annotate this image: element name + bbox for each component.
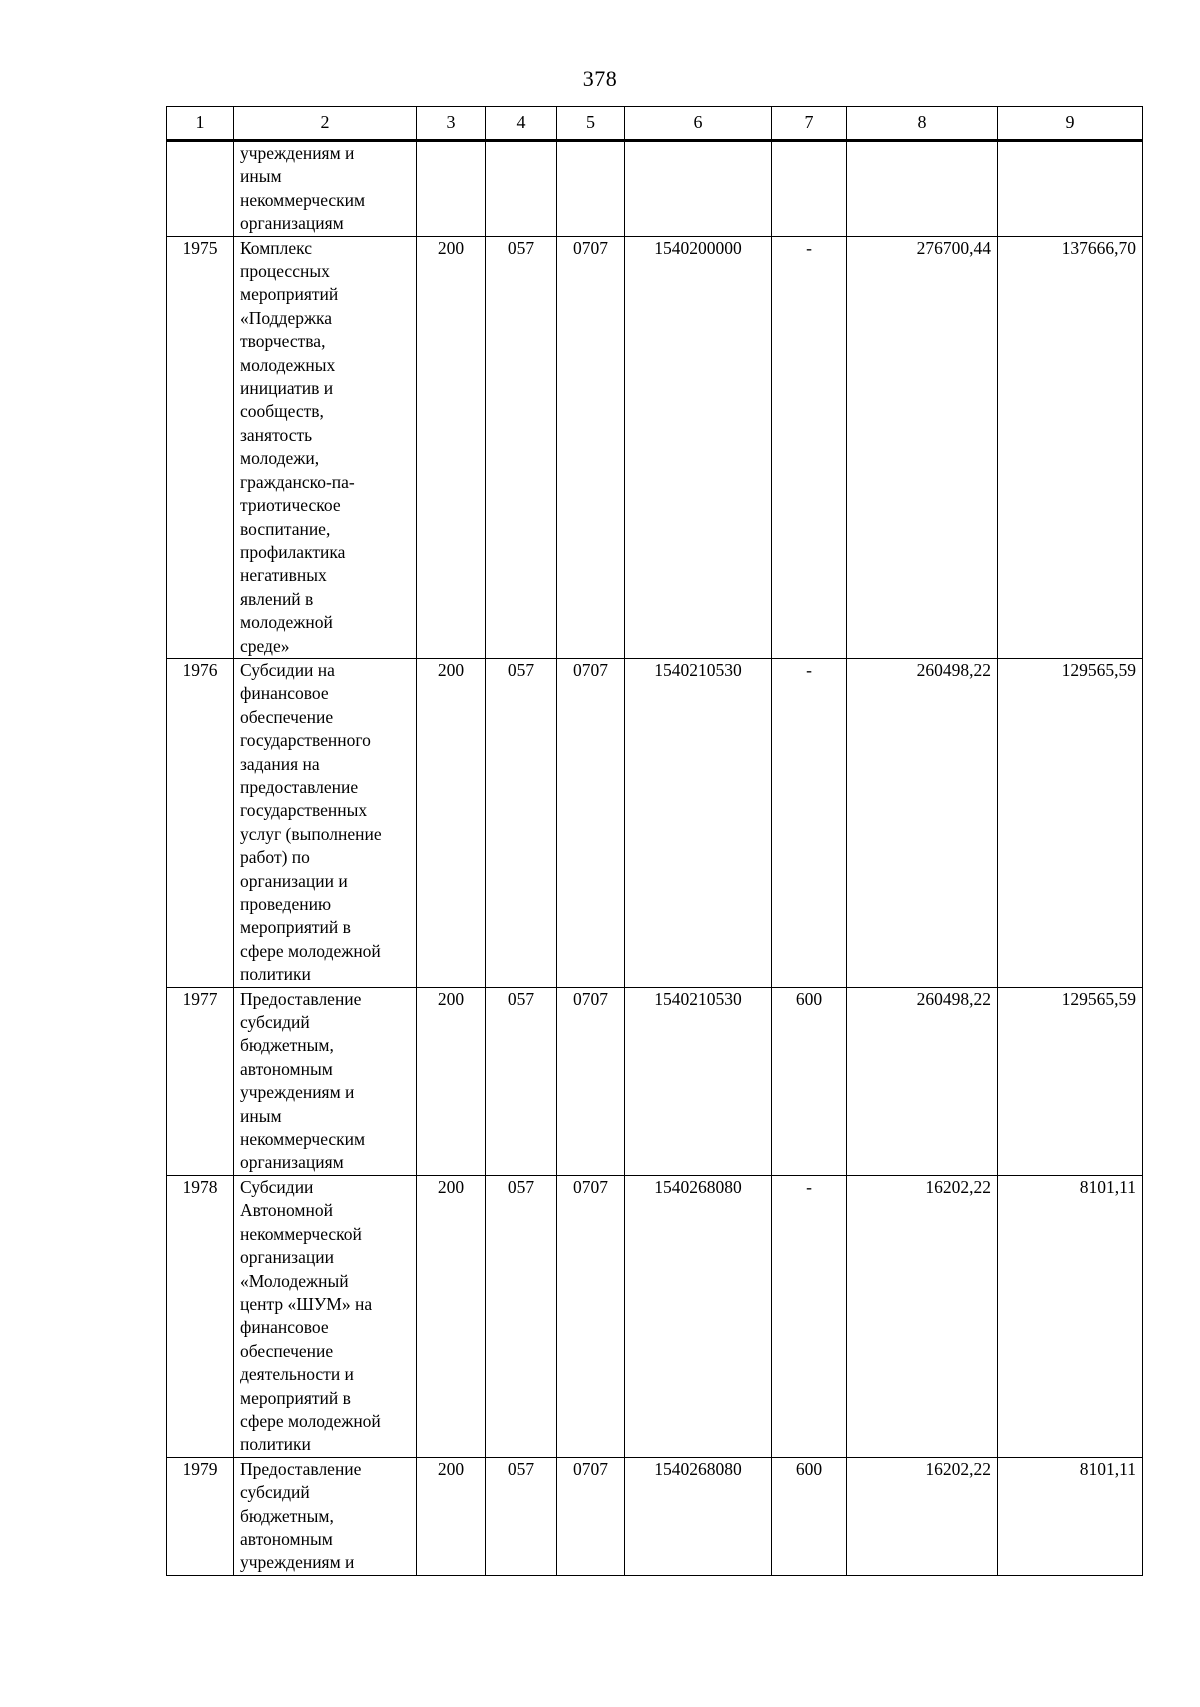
item-name-line: некоммерческим bbox=[240, 189, 366, 210]
item-name-line: некоммерческим bbox=[240, 1129, 366, 1150]
ministry-code-cell: 200 bbox=[417, 658, 486, 987]
column-header: 7 bbox=[772, 107, 847, 141]
item-name-line: некоммерческой bbox=[240, 1223, 362, 1244]
amount-second-cell: 129565,59 bbox=[998, 987, 1143, 1175]
item-name-line: бюджетным, bbox=[240, 1505, 334, 1526]
item-name-cell bbox=[234, 1175, 417, 1457]
department-code-cell: 057 bbox=[486, 987, 557, 1175]
item-name-line: творчества, bbox=[240, 331, 326, 352]
item-name-line: иным bbox=[240, 1105, 282, 1126]
item-name-cell bbox=[234, 658, 417, 987]
item-name-line: политики bbox=[240, 1434, 311, 1455]
expense-type-cell: 600 bbox=[772, 987, 847, 1175]
row-number-cell: 1975 bbox=[167, 236, 234, 658]
item-name-line: воспитание, bbox=[240, 518, 331, 539]
item-name-line: мероприятий bbox=[240, 284, 339, 305]
expense-type-cell: - bbox=[772, 236, 847, 658]
column-header: 2 bbox=[234, 107, 417, 141]
item-name-line: Предоставление bbox=[240, 988, 362, 1009]
amount-cell: 16202,22 bbox=[847, 1175, 998, 1457]
table-body bbox=[167, 141, 1143, 1576]
item-name-line: государственного bbox=[240, 730, 371, 751]
item-name-cell bbox=[234, 236, 417, 658]
ministry-code-cell bbox=[417, 141, 486, 237]
item-name-line: негативных bbox=[240, 565, 327, 586]
item-name-cell bbox=[234, 1457, 417, 1575]
amount-second-cell: 129565,59 bbox=[998, 658, 1143, 987]
department-code-cell: 057 bbox=[486, 1175, 557, 1457]
amount-cell: 16202,22 bbox=[847, 1457, 998, 1575]
ministry-code-cell: 200 bbox=[417, 1175, 486, 1457]
amount-second-cell: 8101,11 bbox=[998, 1457, 1143, 1575]
item-name-line: автономным bbox=[240, 1528, 333, 1549]
amount-cell: 276700,44 bbox=[847, 236, 998, 658]
item-name-line: субсидий bbox=[240, 1482, 310, 1503]
item-name-line: триотическое bbox=[240, 495, 341, 516]
item-name-line: молодежи, bbox=[240, 448, 320, 469]
item-name-line: профилактика bbox=[240, 541, 346, 562]
budget-table bbox=[166, 106, 1143, 1576]
item-name-line: проведению bbox=[240, 894, 332, 914]
department-code-cell: 057 bbox=[486, 658, 557, 987]
item-name-line: занятость bbox=[240, 424, 313, 445]
item-name-line: субсидий bbox=[240, 1012, 310, 1033]
column-header: 9 bbox=[998, 107, 1143, 141]
table-row bbox=[167, 658, 1143, 987]
item-name-line: центр «ШУМ» на bbox=[240, 1293, 373, 1314]
item-name-line: молодежной bbox=[240, 612, 333, 633]
item-name-line: Автономной bbox=[240, 1200, 333, 1221]
expense-type-cell: 600 bbox=[772, 1457, 847, 1575]
item-name-line: организациям bbox=[240, 1152, 344, 1173]
row-number-cell bbox=[167, 141, 234, 237]
item-name-line: услуг (выполнение bbox=[240, 823, 382, 844]
department-code-cell: 057 bbox=[486, 236, 557, 658]
table-row bbox=[167, 1175, 1143, 1457]
item-name-line: гражданско-па- bbox=[240, 471, 355, 492]
item-name-line: «Поддержка bbox=[240, 307, 333, 328]
expense-type-cell: - bbox=[772, 658, 847, 987]
item-name-line: молодежных bbox=[240, 354, 336, 375]
row-number-cell: 1977 bbox=[167, 987, 234, 1175]
item-name-cell bbox=[234, 141, 417, 237]
column-header: 8 bbox=[847, 107, 998, 141]
item-name-line: сфере молодежной bbox=[240, 1410, 381, 1431]
item-name-line: Субсидии на bbox=[240, 659, 335, 680]
expense-type-cell: - bbox=[772, 1175, 847, 1457]
item-name-line: деятельности и bbox=[240, 1364, 354, 1385]
column-header: 6 bbox=[625, 107, 772, 141]
item-name-line: бюджетным, bbox=[240, 1035, 334, 1056]
item-name-line: автономным bbox=[240, 1058, 333, 1079]
item-name-line: мероприятий в bbox=[240, 917, 351, 938]
target-article-cell: 1540210530 bbox=[625, 987, 772, 1175]
item-name-line: учреждениям и bbox=[240, 1082, 355, 1103]
item-name-line: политики bbox=[240, 964, 311, 985]
item-name-line: сообществ, bbox=[240, 401, 324, 422]
item-name-line: сфере молодежной bbox=[240, 940, 381, 961]
item-name-line: финансовое bbox=[240, 683, 329, 704]
item-name-line: организации bbox=[240, 1247, 334, 1268]
item-name-line: организации и bbox=[240, 870, 348, 891]
item-name-line: обеспечение bbox=[240, 706, 334, 727]
item-name-line: Субсидии bbox=[240, 1176, 314, 1197]
item-name-line: Комплекс bbox=[240, 237, 312, 258]
amount-second-cell bbox=[998, 141, 1143, 237]
target-article-cell: 1540200000 bbox=[625, 236, 772, 658]
item-name-line: финансовое bbox=[240, 1317, 329, 1338]
amount-cell: 260498,22 bbox=[847, 987, 998, 1175]
section-code-cell: 0707 bbox=[557, 236, 625, 658]
column-header: 1 bbox=[167, 107, 234, 141]
target-article-cell: 1540210530 bbox=[625, 658, 772, 987]
row-number-cell: 1978 bbox=[167, 1175, 234, 1457]
section-code-cell: 0707 bbox=[557, 1175, 625, 1457]
ministry-code-cell: 200 bbox=[417, 1457, 486, 1575]
section-code-cell bbox=[557, 141, 625, 237]
item-name-line: явлений в bbox=[240, 588, 314, 609]
row-number-cell: 1979 bbox=[167, 1457, 234, 1575]
department-code-cell bbox=[486, 141, 557, 237]
item-name-line: среде» bbox=[240, 635, 290, 656]
row-number-cell: 1976 bbox=[167, 658, 234, 987]
item-name-line: инициатив и bbox=[240, 378, 334, 399]
table-row bbox=[167, 1457, 1143, 1575]
item-name-line: учреждениям и bbox=[240, 143, 355, 163]
item-name-cell bbox=[234, 987, 417, 1175]
section-code-cell: 0707 bbox=[557, 1457, 625, 1575]
target-article-cell: 1540268080 bbox=[625, 1457, 772, 1575]
page-number: 378 bbox=[582, 66, 618, 91]
item-name-line: процессных bbox=[240, 261, 330, 282]
table-row bbox=[167, 987, 1143, 1175]
item-name-line: «Молодежный bbox=[240, 1270, 349, 1291]
amount-cell bbox=[847, 141, 998, 237]
expense-type-cell bbox=[772, 141, 847, 237]
item-name-line: мероприятий в bbox=[240, 1387, 351, 1408]
section-code-cell: 0707 bbox=[557, 987, 625, 1175]
amount-cell: 260498,22 bbox=[847, 658, 998, 987]
amount-second-cell: 137666,70 bbox=[998, 236, 1143, 658]
ministry-code-cell: 200 bbox=[417, 236, 486, 658]
item-name-line: предоставление bbox=[240, 776, 359, 797]
column-header: 3 bbox=[417, 107, 486, 141]
item-name-line: обеспечение bbox=[240, 1340, 334, 1361]
item-name-line: работ) по bbox=[240, 847, 310, 868]
target-article-cell bbox=[625, 141, 772, 237]
table-row bbox=[167, 236, 1143, 658]
item-name-line: государственных bbox=[240, 800, 368, 821]
item-name-line: задания на bbox=[240, 753, 320, 774]
department-code-cell: 057 bbox=[486, 1457, 557, 1575]
table-row bbox=[167, 141, 1143, 237]
column-header: 5 bbox=[557, 107, 625, 141]
item-name-line: Предоставление bbox=[240, 1458, 362, 1479]
column-header: 4 bbox=[486, 107, 557, 141]
amount-second-cell: 8101,11 bbox=[998, 1175, 1143, 1457]
item-name-line: иным bbox=[240, 166, 282, 187]
section-code-cell: 0707 bbox=[557, 658, 625, 987]
column-number-header-row bbox=[167, 107, 1143, 141]
item-name-line: учреждениям и bbox=[240, 1552, 355, 1573]
item-name-line: организациям bbox=[240, 213, 344, 234]
target-article-cell: 1540268080 bbox=[625, 1175, 772, 1457]
ministry-code-cell: 200 bbox=[417, 987, 486, 1175]
